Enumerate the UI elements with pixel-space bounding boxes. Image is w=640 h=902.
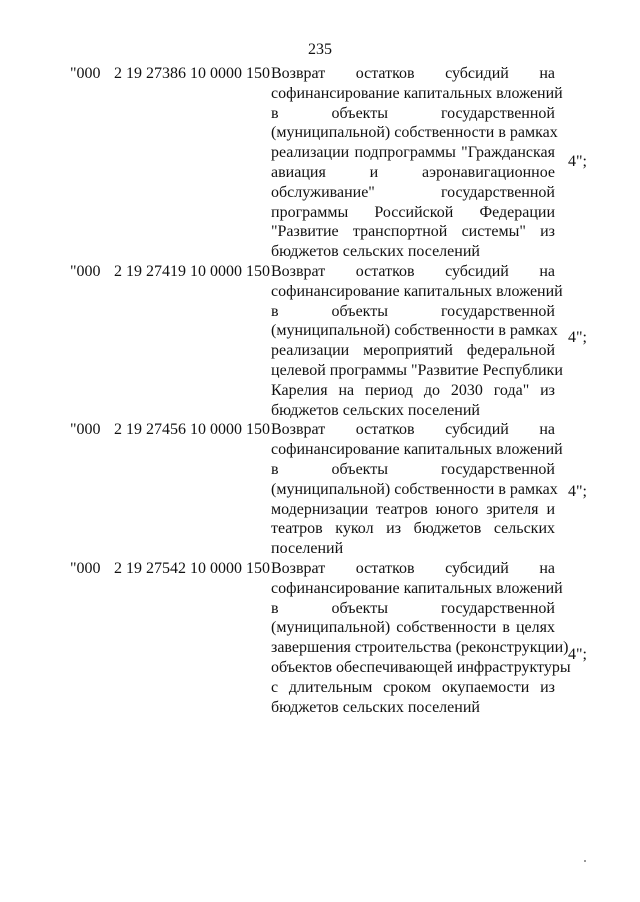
description-line: объектов обеспечивающей инфраструктуры bbox=[271, 658, 571, 676]
description-line: в объекты государственной bbox=[271, 302, 555, 320]
description-line: "Развитие транспортной системы" из bbox=[271, 223, 555, 241]
entry-suffix: 4"; bbox=[568, 483, 587, 501]
entry bbox=[0, 420, 640, 559]
entry-prefix: "000 bbox=[70, 421, 101, 439]
entry bbox=[0, 262, 640, 420]
description-line: бюджетов сельских поселений bbox=[271, 698, 480, 716]
description-line: софинансирование капитальных вложений bbox=[271, 579, 563, 597]
description-line: бюджетов сельских поселений bbox=[271, 243, 480, 261]
description-line: Возврат остатков субсидий на bbox=[271, 262, 555, 280]
description-line: модернизации театров юного зрителя и bbox=[271, 500, 555, 518]
description-line: поселений bbox=[271, 540, 344, 558]
description-line: с длительным сроком окупаемости из bbox=[271, 678, 555, 696]
entries-list bbox=[0, 64, 640, 717]
description-line: (муниципальной) собственности в рамках bbox=[271, 124, 558, 142]
description-line: (муниципальной) собственности в рамках bbox=[271, 322, 558, 340]
description-line: Возврат остатков субсидий на bbox=[271, 65, 555, 82]
page-number: 235 bbox=[308, 41, 332, 58]
budget-code: 2 19 27542 10 0000 150 bbox=[114, 559, 270, 577]
entry-prefix: "000 bbox=[70, 262, 101, 280]
description-line: в объекты государственной bbox=[271, 460, 555, 478]
entry-description bbox=[271, 420, 563, 559]
description-line: Возврат остатков субсидий на bbox=[271, 559, 555, 577]
description-line: в объекты государственной bbox=[271, 104, 555, 122]
budget-code: 2 19 27386 10 0000 150 bbox=[114, 65, 270, 82]
budget-code: 2 19 27419 10 0000 150 bbox=[114, 262, 270, 280]
budget-code: 2 19 27456 10 0000 150 bbox=[114, 421, 270, 439]
description-line: авиация и аэронавигационное bbox=[271, 163, 555, 181]
description-line: софинансирование капитальных вложений bbox=[271, 84, 563, 102]
description-line: завершения строительства (реконструкции) bbox=[271, 639, 569, 657]
description-line: (муниципальной) собственности в рамках bbox=[271, 480, 558, 498]
description-line: реализации подпрограммы "Гражданская bbox=[271, 144, 555, 162]
description-line: Возврат остатков субсидий на bbox=[271, 421, 555, 439]
description-line: в объекты государственной bbox=[271, 599, 555, 617]
description-line: программы Российской Федерации bbox=[271, 203, 555, 221]
description-line: обслуживание" государственной bbox=[271, 183, 555, 201]
entry-description bbox=[271, 64, 563, 262]
description-line: целевой программы "Развитие Республики bbox=[271, 361, 563, 379]
entry bbox=[0, 559, 640, 717]
entry-prefix: "000 bbox=[70, 65, 101, 82]
entry-suffix: 4"; bbox=[568, 645, 587, 663]
description-line: бюджетов сельских поселений bbox=[271, 401, 480, 419]
entry-suffix: 4"; bbox=[568, 153, 587, 170]
description-line: Карелия на период до 2030 года" из bbox=[271, 381, 555, 399]
description-line: софинансирование капитальных вложений bbox=[271, 441, 563, 459]
entry bbox=[0, 64, 640, 262]
description-line: софинансирование капитальных вложений bbox=[271, 282, 563, 300]
entry-suffix: 4"; bbox=[568, 328, 587, 346]
scan-speck bbox=[584, 860, 586, 862]
description-line: (муниципальной) собственности в целях bbox=[271, 619, 555, 637]
description-line: театров кукол из бюджетов сельских bbox=[271, 520, 555, 538]
entry-prefix: "000 bbox=[70, 559, 101, 577]
description-line: реализации мероприятий федеральной bbox=[271, 342, 555, 360]
entry-description bbox=[271, 262, 563, 420]
entry-description bbox=[271, 559, 571, 717]
